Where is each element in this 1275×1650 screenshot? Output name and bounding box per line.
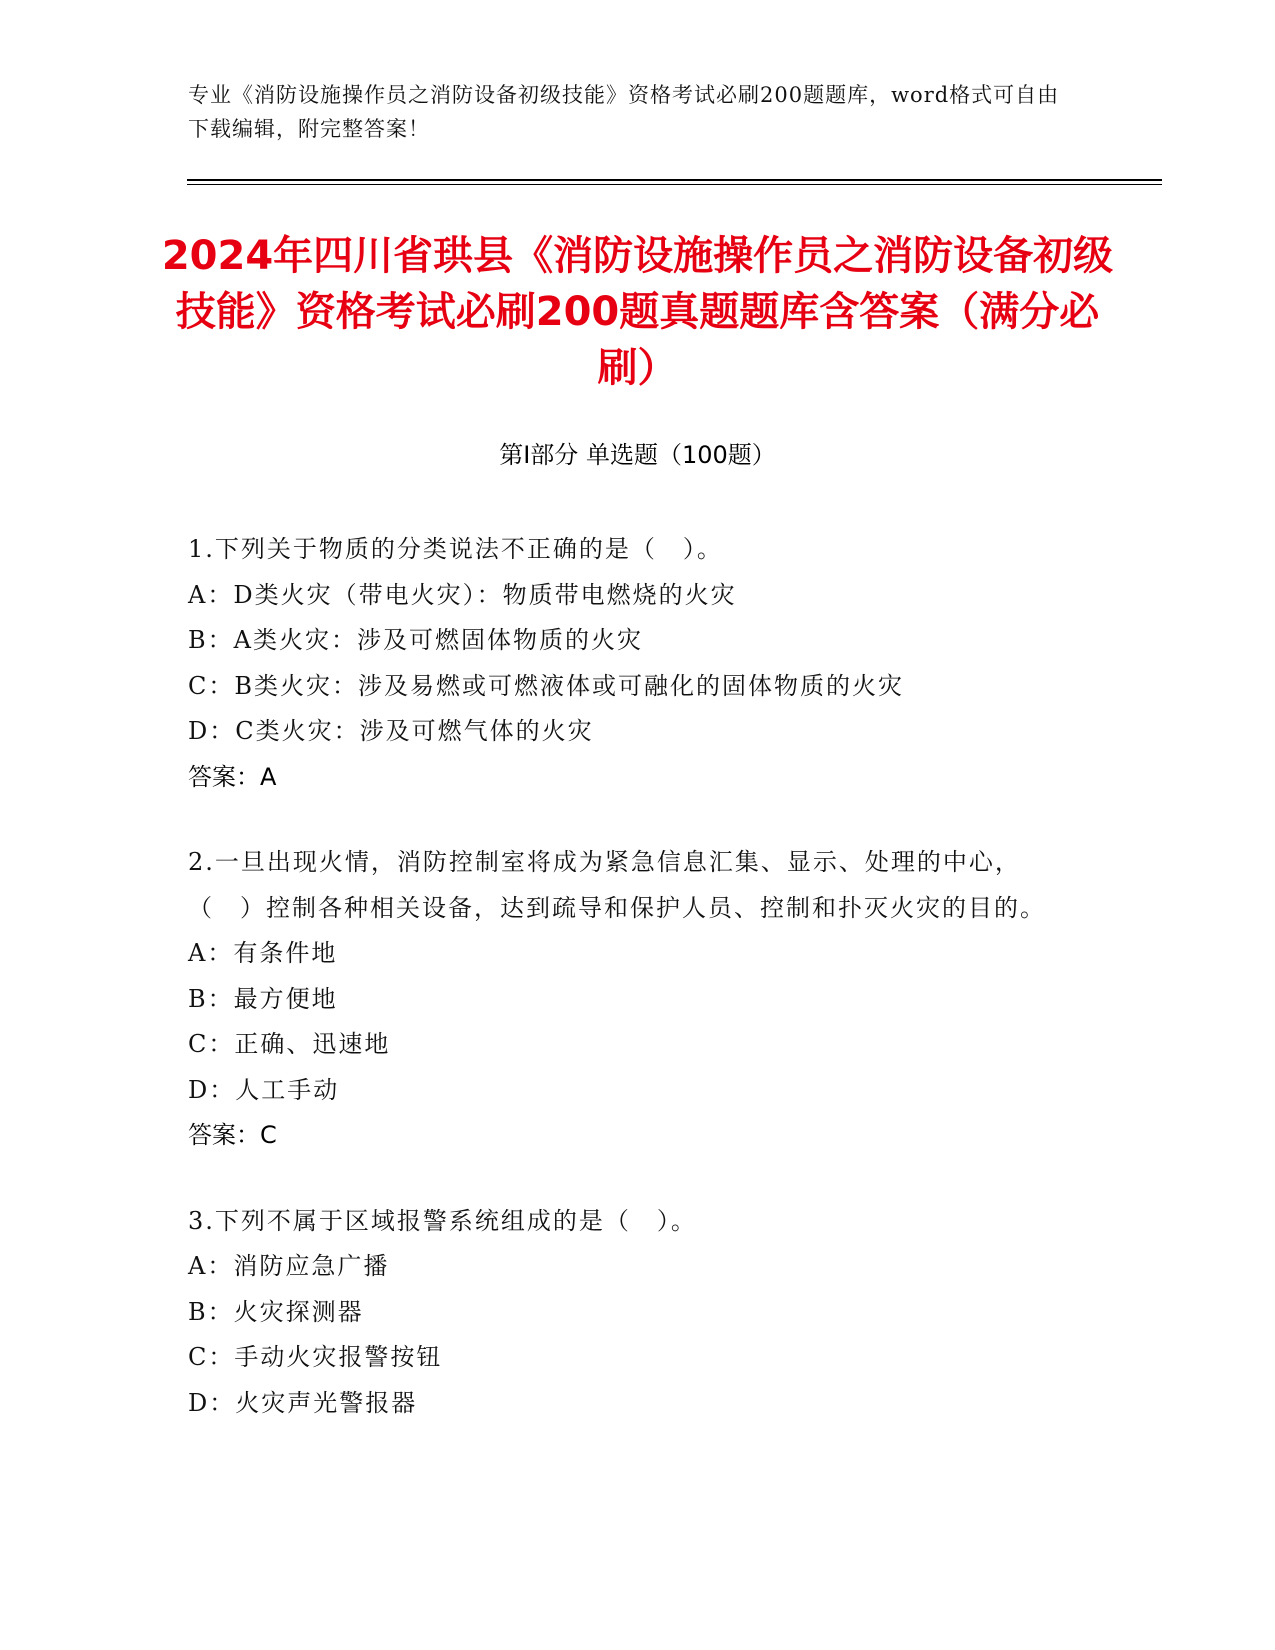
answer-line: 答案：C [188,1121,277,1149]
question-2 [188,840,1068,1159]
option-b: B：A类火灾：涉及可燃固体物质的火灾 [188,626,643,654]
option-a: A：消防应急广播 [188,1252,390,1280]
question-stem: 1.下列关于物质的分类说法不正确的是（ ）。 [188,535,723,563]
document-title: 2024年四川省珙县《消防设施操作员之消防设备初级技能》资格考试必刷200题真题题库含答案（满分必刷） [161,233,1114,391]
question-1 [188,527,1068,800]
option-a: A：有条件地 [188,939,338,967]
option-c: C：正确、迅速地 [188,1030,391,1058]
header-note: 专业《消防设施操作员之消防设备初级技能》资格考试必刷200题题库，word格式可自由下载编辑，附完整答案！ [188,83,1060,141]
question-list [188,527,1068,1466]
header-divider-thin [187,184,1162,185]
question-stem: 2.一旦出现火情，消防控制室将成为紧急信息汇集、显示、处理的中心，（ ）控制各种相关设备，达到疏导和保护人员、控制和扑灭火灾的目的。 [188,848,1046,922]
answer-line: 答案：A [188,762,277,791]
section-heading: 第Ⅰ部分 单选题（100题） [499,441,776,469]
option-b: B：火灾探测器 [188,1297,364,1326]
option-c: C：手动火灾报警按钮 [188,1343,443,1371]
option-a: A：D类火灾（带电火灾）：物质带电燃烧的火灾 [188,580,737,609]
option-d: D：火灾声光警报器 [188,1388,418,1417]
option-c: C：B类火灾：涉及易燃或可燃液体或可融化的固体物质的火灾 [188,671,904,700]
header-divider-thick [187,179,1162,181]
option-d: D：C类火灾：涉及可燃气体的火灾 [188,717,594,745]
option-d: D：人工手动 [188,1075,340,1104]
option-b: B：最方便地 [188,984,338,1013]
question-3 [188,1199,1068,1427]
question-stem: 3.下列不属于区域报警系统组成的是（ ）。 [188,1206,697,1235]
